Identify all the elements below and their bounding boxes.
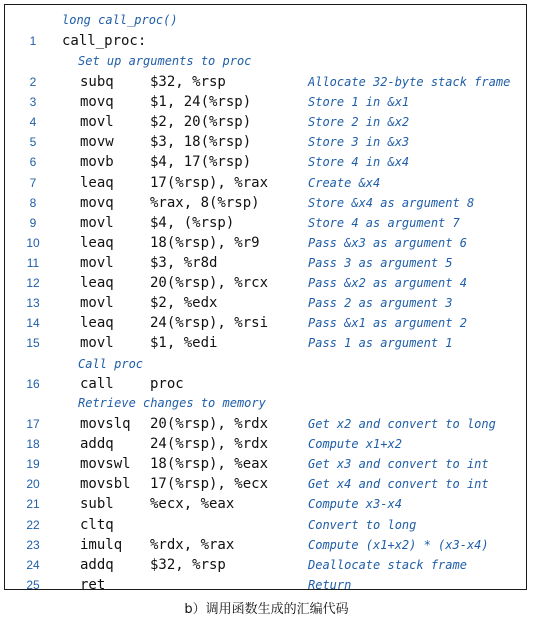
line-number: 8 <box>29 195 37 210</box>
instruction-args: 17(%rsp), %rax <box>150 174 269 191</box>
instruction-args: $4, (%rsp) <box>150 214 235 231</box>
instruction-comment: Convert to long <box>308 517 417 532</box>
code-line <box>5 374 526 394</box>
section-header-call-row <box>5 354 526 374</box>
line-number: 2 <box>29 75 37 89</box>
line-number: 3 <box>29 95 37 110</box>
line-number: 9 <box>29 215 37 230</box>
line-number: 16 <box>26 377 40 391</box>
line-number: 10 <box>26 235 40 250</box>
instruction-comment: Pass 3 as argument 5 <box>308 255 453 270</box>
code-line <box>5 152 526 172</box>
instruction-args: $4, 17(%rsp) <box>150 154 252 171</box>
instruction-comment: Create &x4 <box>308 175 381 190</box>
instruction-op: imulq <box>80 536 123 553</box>
instruction-op: leaq <box>80 174 114 191</box>
instruction-op: movswl <box>80 456 131 473</box>
instruction-args: $1, 24(%rsp) <box>150 94 252 111</box>
instruction-comment: Pass &x3 as argument 6 <box>308 235 467 250</box>
instruction-op: movq <box>80 194 114 211</box>
instruction-comment: Store 4 in &x4 <box>308 155 410 170</box>
code-line <box>5 193 526 213</box>
instruction-args: $2, 20(%rsp) <box>150 114 252 131</box>
instruction-args: 20(%rsp), %rdx <box>150 416 269 432</box>
instruction-args: $32, %rsp <box>150 74 226 90</box>
figure-caption: b）调用函数生成的汇编代码 <box>184 602 349 617</box>
instruction-comment: Allocate 32-byte stack frame <box>308 75 511 89</box>
instruction-op: movq <box>80 94 114 111</box>
instruction-op: cltq <box>80 516 114 533</box>
line-number: 11 <box>26 255 40 270</box>
code-line <box>5 273 526 293</box>
instruction-op: movsbl <box>80 476 131 493</box>
code-line <box>5 515 526 535</box>
code-line <box>5 92 526 112</box>
instruction-op: ret <box>80 576 106 593</box>
instruction-comment: Store 3 in &x3 <box>308 135 410 150</box>
code-line <box>5 31 526 51</box>
instruction-args: 18(%rsp), %r9 <box>150 234 260 251</box>
line-number: 6 <box>29 155 37 170</box>
line-number: 7 <box>29 175 37 190</box>
instruction-args: $32, %rsp <box>150 556 226 573</box>
code-line <box>5 474 526 494</box>
listing-title-row <box>5 10 526 30</box>
instruction-op: movb <box>80 154 114 171</box>
code-line <box>5 72 526 92</box>
instruction-op: movw <box>80 134 114 151</box>
code-line <box>5 434 526 454</box>
section-header-retrieve-row <box>5 393 526 413</box>
instruction-comment: Compute x3-x4 <box>308 497 402 512</box>
instruction-args: 20(%rsp), %rcx <box>150 275 269 291</box>
instruction-op: movslq <box>80 416 131 432</box>
section-header-setup: Set up arguments to proc <box>78 54 252 68</box>
instruction-op: subq <box>80 74 114 90</box>
instruction-comment: Store 1 in &x1 <box>308 95 410 110</box>
instruction-comment: Get x3 and convert to int <box>308 457 489 472</box>
instruction-op: leaq <box>80 275 114 291</box>
line-number: 13 <box>26 296 40 311</box>
instruction-comment: Return <box>308 577 352 592</box>
code-line <box>5 414 526 434</box>
code-line <box>5 233 526 253</box>
code-line <box>5 333 526 353</box>
line-number: 22 <box>26 517 40 532</box>
line-number: 15 <box>26 336 40 351</box>
instruction-comment: Store 2 in &x2 <box>308 115 410 130</box>
instruction-op: addq <box>80 436 114 453</box>
instruction-comment: Store 4 as argument 7 <box>308 215 460 230</box>
instruction-args: %rdx, %rax <box>150 536 235 553</box>
instruction-args: $2, %edx <box>150 295 218 312</box>
instruction-args: $3, 18(%rsp) <box>150 134 252 151</box>
instruction-op: movl <box>80 254 114 271</box>
instruction-args: proc <box>150 376 184 392</box>
section-header-retrieve: Retrieve changes to memory <box>78 396 266 410</box>
line-number: 23 <box>26 537 40 552</box>
instruction-comment: Get x2 and convert to long <box>308 417 496 431</box>
code-line <box>5 132 526 152</box>
code-line <box>5 173 526 193</box>
line-number: 1 <box>29 34 37 48</box>
instruction-args: 24(%rsp), %rsi <box>150 315 269 332</box>
instruction-op: subl <box>80 496 114 513</box>
line-number: 21 <box>26 497 40 512</box>
line-number: 19 <box>26 457 40 472</box>
instruction-comment: Compute (x1+x2) * (x3-x4) <box>308 537 489 552</box>
instruction-args: $3, %r8d <box>150 254 218 271</box>
instruction-op: movl <box>80 214 114 231</box>
code-line <box>5 112 526 132</box>
line-number: 25 <box>26 577 40 592</box>
instruction-args: 17(%rsp), %ecx <box>150 476 269 493</box>
line-number: 17 <box>26 417 40 431</box>
instruction-comment: Compute x1+x2 <box>308 437 402 452</box>
instruction-comment: Store &x4 as argument 8 <box>308 195 475 210</box>
line-number: 4 <box>29 115 37 130</box>
instruction-comment: Pass &x2 as argument 4 <box>308 276 467 290</box>
code-listing-box <box>4 4 527 593</box>
instruction-args: %ecx, %eax <box>150 496 235 513</box>
section-header-setup-row <box>5 51 526 71</box>
instruction-args: 18(%rsp), %eax <box>150 456 269 473</box>
instruction-op: movl <box>80 335 114 352</box>
instruction-args: 24(%rsp), %rdx <box>150 436 269 453</box>
code-line <box>5 213 526 233</box>
code-line <box>5 575 526 595</box>
code-line <box>5 535 526 555</box>
code-line <box>5 313 526 333</box>
code-line <box>5 253 526 273</box>
code-line <box>5 454 526 474</box>
line-number: 20 <box>26 477 40 492</box>
instruction-op: leaq <box>80 234 114 251</box>
instruction-op: addq <box>80 556 114 573</box>
line-number: 18 <box>26 437 40 452</box>
instruction-op: movl <box>80 295 114 312</box>
label-text: call_proc: <box>62 33 147 49</box>
line-number: 24 <box>26 557 40 572</box>
instruction-op: call <box>80 376 114 392</box>
line-number: 12 <box>26 276 40 290</box>
code-line <box>5 555 526 575</box>
instruction-args: $1, %edi <box>150 335 218 352</box>
line-number: 5 <box>29 135 37 150</box>
instruction-comment: Deallocate stack frame <box>308 557 467 572</box>
instruction-op: leaq <box>80 315 114 332</box>
instruction-comment: Pass &x1 as argument 2 <box>308 316 467 331</box>
code-line <box>5 494 526 514</box>
section-header-call: Call proc <box>78 357 144 371</box>
instruction-op: movl <box>80 114 114 131</box>
listing-title: long call_proc() <box>62 13 178 27</box>
line-number: 14 <box>26 316 40 331</box>
instruction-comment: Pass 2 as argument 3 <box>308 296 453 311</box>
code-line <box>5 293 526 313</box>
instruction-comment: Pass 1 as argument 1 <box>308 336 453 351</box>
instruction-comment: Get x4 and convert to int <box>308 477 489 492</box>
instruction-args: %rax, 8(%rsp) <box>150 194 260 211</box>
